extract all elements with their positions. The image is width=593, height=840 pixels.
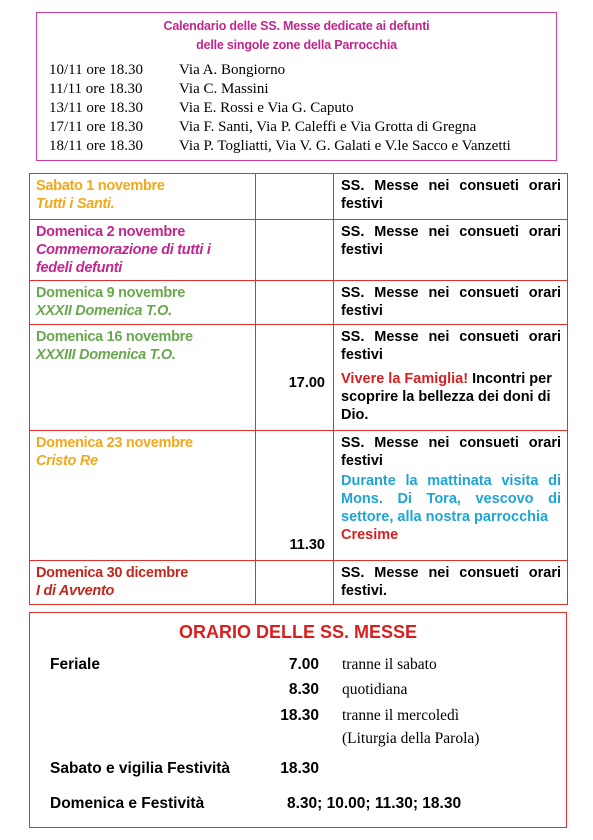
feriale-note: tranne il mercoledì [342,707,460,724]
calendar-date: 10/11 ore 18.30 [49,62,144,78]
event-time: 11.30 [289,537,325,553]
mass-cell [334,220,568,281]
calendar-row [49,138,511,155]
feast-label: Tutti i Santi. [36,196,115,212]
event-title: Vivere la Famiglia! [341,371,469,387]
event-description: Incontri per scoprire la bellezza dei doni di Dio. [341,371,552,423]
mass-cell [334,561,568,605]
day-label: Domenica 2 novembre [36,224,186,240]
calendar-place: Via F. Santi, Via P. Caleffi e Via Grotta di Gregna [179,119,477,135]
event-time: 17.00 [288,375,325,391]
orario-box [29,612,567,828]
feriale-note: quotidiana [342,681,408,698]
sabato-time: 18.30 [280,760,319,777]
time-cell [256,325,334,431]
feast-label: I di Avvento [36,583,115,599]
mass-text: SS. Messe nei consueti orari festivi [341,329,561,363]
calendar-row [49,62,285,79]
schedule-row [30,174,568,220]
calendar-date: 18/11 ore 18.30 [49,138,144,154]
mass-text: SS. Messe nei consueti orari festivi [341,435,561,469]
feriale-time: 7.00 [288,656,319,673]
mass-cell [334,174,568,220]
day-cell [30,220,256,281]
feast-label: XXXII Domenica T.O. [36,303,172,319]
mass-text: SS. Messe nei consueti orari festivi [341,178,561,212]
calendar-box [36,12,557,161]
feriale-label: Feriale [50,656,100,673]
calendar-place: Via P. Togliatti, Via V. G. Galati e V.le Sacco e Vanzetti [179,138,511,154]
feast-label: Cristo Re [36,453,98,469]
time-cell [256,431,334,561]
day-label: Domenica 9 novembre [36,285,186,301]
day-label: Domenica 16 novembre [36,329,193,345]
calendar-row [49,81,269,98]
mass-text: SS. Messe nei consueti orari festivi. [341,565,561,599]
mass-text: SS. Messe nei consueti orari festivi [341,224,561,258]
day-label: Domenica 23 novembre [36,435,193,451]
calendar-place: Via A. Bongiorno [179,62,286,78]
mass-cell [334,281,568,325]
event-description: Durante la mattinata visita di Mons. Di Tora, vescovo di settore, alla nostra parrocchia [341,473,561,525]
schedule-row [30,325,568,431]
calendar-date: 17/11 ore 18.30 [49,119,144,135]
time-cell [256,220,334,281]
schedule-row [30,220,568,281]
domenica-times: 8.30; 10.00; 11.30; 18.30 [287,795,462,812]
calendar-title: Calendario delle SS. Messe dedicate ai defunti [163,19,430,33]
schedule-row [30,431,568,561]
schedule-table [29,173,568,605]
feriale-time: 8.30 [288,681,319,698]
time-cell [256,174,334,220]
sabato-label: Sabato e vigilia Festività [50,760,231,777]
calendar-place: Via E. Rossi e Via G. Caputo [179,100,354,116]
mass-text: SS. Messe nei consueti orari festivi [341,285,561,319]
day-cell [30,561,256,605]
day-cell [30,431,256,561]
calendar-subtitle: delle singole zone della Parrocchia [196,38,397,52]
feast-label: Commemorazione di tutti i fedeli defunti [36,242,211,276]
time-cell [256,281,334,325]
day-label: Domenica 30 dicembre [36,565,188,581]
schedule-row [30,281,568,325]
day-cell [30,174,256,220]
calendar-row [49,119,476,136]
feriale-note: tranne il sabato [342,656,437,673]
calendar-place: Via C. Massini [179,81,269,97]
mass-cell [334,431,568,561]
calendar-date: 11/11 ore 18.30 [49,81,143,97]
day-cell [30,325,256,431]
day-label: Sabato 1 novembre [36,178,165,194]
feriale-time: 18.30 [280,707,319,724]
schedule-row [30,561,568,605]
feast-label: XXXIII Domenica T.O. [36,347,176,363]
time-cell [256,561,334,605]
event-title: Cresime [341,527,399,543]
feriale-note-extra: (Liturgia della Parola) [342,730,480,747]
calendar-date: 13/11 ore 18.30 [49,100,144,116]
day-cell [30,281,256,325]
calendar-row [49,100,354,117]
mass-cell [334,325,568,431]
orario-title: ORARIO DELLE SS. MESSE [178,622,418,642]
domenica-label: Domenica e Festività [50,795,205,812]
